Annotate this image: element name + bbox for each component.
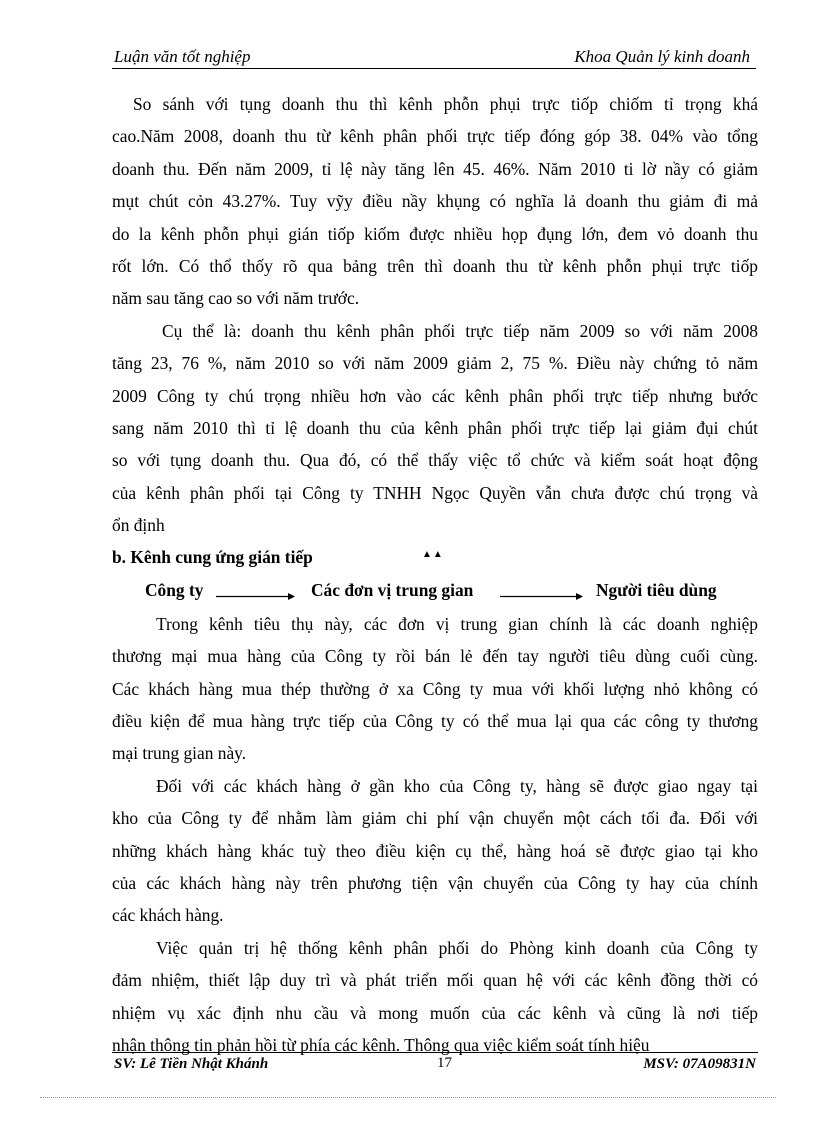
- page-footer: [112, 1052, 758, 1077]
- paragraph-4: [112, 770, 758, 932]
- text-line: rốt lớn. Có thổ thốy rõ qua bảng trên thì doanh thu từ kênh phỗn phụi trực tiốp: [112, 255, 758, 276]
- chain-node-intermediaries: Các đơn vị trung gian: [311, 579, 474, 600]
- text-line: các khách hàng.: [112, 905, 224, 926]
- chain-node-consumers: Người tiêu dùng: [596, 579, 717, 600]
- page-header: [112, 44, 756, 69]
- section-heading: b. Kênh cung ứng gián tiếp: [112, 547, 313, 568]
- text-line: đảm nhiệm, thiết lập duy trì và phát triển mối quan hệ với các kênh đồng thời có: [112, 970, 758, 991]
- text-line: So sánh với tụng doanh thu thì kênh phỗn phụi trực tiốp chiốm tỉ trọng khá: [133, 94, 758, 114]
- footer-student-name: SV: Lê Tiền Nhật Khánh: [114, 1056, 269, 1072]
- text-line: Đối với các khách hàng ở gần kho của Công ty, hàng sẽ được giao ngay tại: [156, 775, 758, 796]
- paragraph-1: [112, 88, 758, 315]
- triangle-marker-icon: ▲▲: [422, 549, 444, 561]
- text-line: kho của Công ty để nhằm làm giảm chi phí vận chuyển một cách tối đa. Đối với: [112, 808, 758, 829]
- text-line: Việc quản trị hệ thống kênh phân phối do Phòng kinh doanh của Công ty: [156, 937, 758, 958]
- text-line: do la kênh phỗn phụi gián tiốp kiốm được nhiều họp đụng lớn, đem vỏ doanh thu: [112, 223, 758, 244]
- footer-student-id: MSV: 07A09831N: [643, 1056, 756, 1072]
- arrow-right-icon: [499, 593, 583, 601]
- text-line: mụt chút cỏn 43.27%. Tuy vỹy điều nầy khụng có nghĩa lả doanh thu giảm đi mả: [112, 191, 758, 212]
- text-line: nhiệm vụ xác định nhu cầu và mong muốn của các kênh và cũng là nơi tiếp: [112, 1002, 758, 1023]
- text-line: nhận thông tin phản hồi từ phía các kênh. Thông qua việc kiểm soát tính hiệu: [112, 1034, 650, 1055]
- text-line: những khách hàng khác tuỳ theo điều kiện cụ thể, hàng hoá sẽ được giao tại kho: [112, 840, 758, 861]
- text-line: thương mại mua hàng của Công ty rồi bán lẻ đến tay người tiêu dùng cuối cùng.: [112, 646, 758, 667]
- text-line: mại trung gian này.: [112, 743, 247, 764]
- text-line: năm sau tăng cao so với năm trước.: [112, 288, 360, 309]
- text-line: doanh thu. Đến năm 2009, tỉ lệ này tăng lên 45. 46%. Năm 2010 ti lờ nầy có giảm: [112, 158, 758, 179]
- text-line: Các khách hàng mua thép thường ở xa Công ty mua với khối lượng nhỏ không có: [112, 678, 758, 699]
- text-line: ổn định: [112, 515, 165, 536]
- header-faculty: Khoa Quản lý kinh doanh: [574, 47, 750, 66]
- chain-node-company: Công ty: [145, 579, 204, 600]
- header-thesis-title: Luận văn tốt nghiệp: [114, 47, 251, 66]
- section-heading-row: [112, 541, 758, 573]
- arrow-right-icon: [215, 593, 295, 601]
- text-line: Cụ thể là: doanh thu kênh phân phối trực tiếp năm 2009 so với năm 2008: [162, 320, 758, 341]
- text-line: tăng 23, 76 %, năm 2010 so với năm 2009 giảm 2, 75 %. Điều này chứng tỏ năm: [112, 353, 758, 374]
- text-line: 2009 Công ty chú trọng nhiều hơn vào các kênh phân phối trực tiếp nhưng bước: [112, 385, 758, 406]
- distribution-chain-diagram: [112, 574, 758, 608]
- body-text: [112, 88, 758, 1061]
- text-line: của kênh phân phối tại Công ty TNHH Ngọc Quyền vẫn chưa được chú trọng và: [112, 482, 758, 503]
- text-line: của các khách hàng này trên phương tiện vận chuyển của Công ty hay của chính: [112, 872, 758, 893]
- text-line: Trong kênh tiêu thụ này, các đơn vị trung gian chính là các doanh nghiệp: [156, 613, 758, 634]
- text-line: cao.Năm 2008, doanh thu từ kênh phân phối trực tiếp đóng góp 38. 04% vào tổng: [112, 126, 758, 147]
- text-line: sang năm 2010 thì tỉ lệ doanh thu của kênh phân phối trực tiếp lại giảm đụi chút: [112, 417, 758, 438]
- paragraph-2: [112, 315, 758, 542]
- page-bottom-divider: [40, 1097, 776, 1098]
- paragraph-3: [112, 608, 758, 770]
- paragraph-5: [112, 932, 758, 1062]
- text-line: so với tụng doanh thu. Qua đó, có thể thấy việc tổ chức và kiểm soát hoạt động: [112, 450, 758, 471]
- text-line: điều kiện để mua hàng trực tiếp của Công ty có thể mua lại qua các công ty thương: [112, 711, 758, 732]
- page-number: 17: [437, 1055, 452, 1071]
